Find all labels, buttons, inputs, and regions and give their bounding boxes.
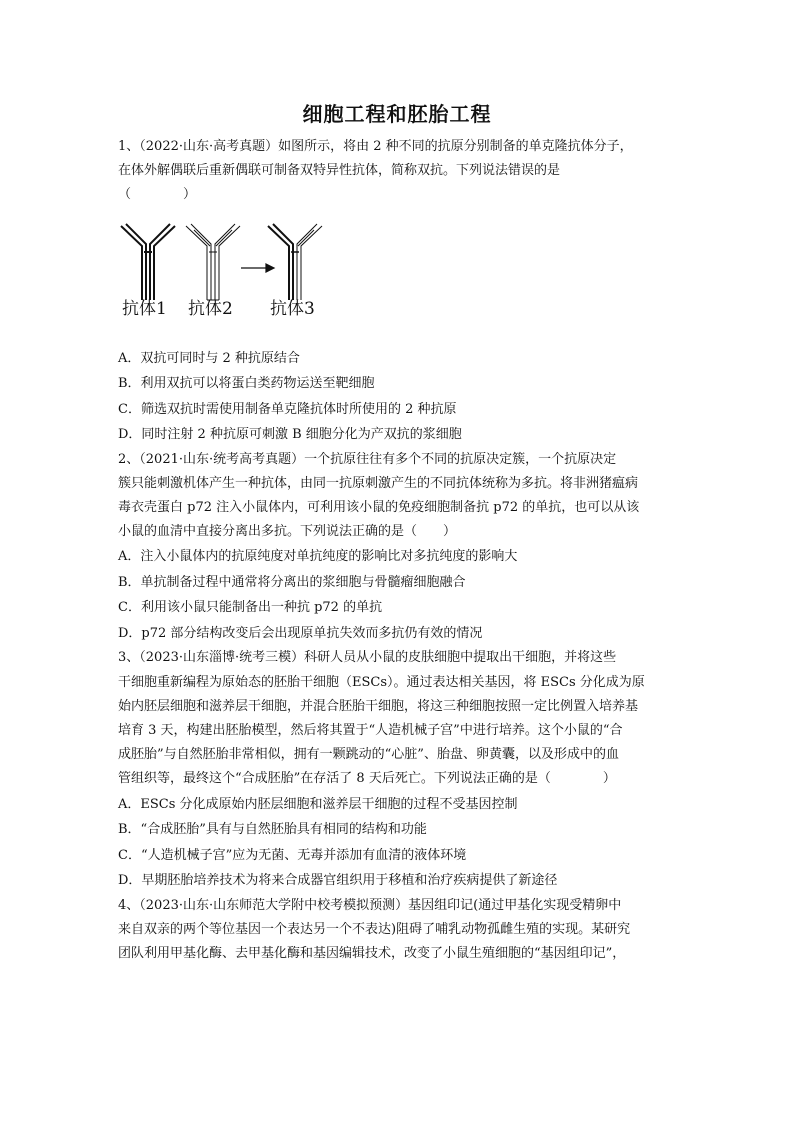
question-2-option-b: B．单抗制备过程中通常将分离出的浆细胞与骨髓瘤细胞融合: [118, 574, 466, 590]
question-2-option-c: C．利用该小鼠只能制备出一种抗 p72 的单抗: [118, 600, 383, 616]
question-3-option-b: B．“合成胚胎”具有与自然胚胎具有相同的结构和功能: [118, 822, 427, 838]
question-1-option-d: D．同时注射 2 种抗原可刺激 B 细胞分化为产双抗的浆细胞: [118, 427, 462, 443]
question-4: [118, 894, 678, 967]
question-2-option-a: A．注入小鼠体内的抗原纯度对单抗纯度的影响比对多抗纯度的影响大: [118, 549, 518, 565]
arrow-shape: [241, 264, 274, 272]
question-3-stem-line-5: 成胚胎”与自然胚胎非常相似，拥有一颗跳动的“心脏”、胎盘、卵黄囊，以及形成中的血: [118, 747, 619, 763]
question-2-stem-line-4: 小鼠的血清中直接分离出多抗。下列说法正确的是（ ）: [118, 524, 457, 540]
question-1-stem-line-2: 在体外解偶联后重新偶联可制备双特异性抗体，简称双抗。下列说法错误的是: [118, 163, 561, 179]
question-2-stem-line-3: 毒衣壳蛋白 p72 注入小鼠体内，可利用该小鼠的免疫细胞制备抗 p72 的单抗，也可以从该: [118, 500, 640, 516]
antibody-2-label: 抗体2: [188, 298, 233, 319]
question-4-stem-line-1: 4、（2023·山东·山东师范大学附中校考模拟预测）基因组印记(通过甲基化实现受精卵中: [118, 897, 622, 913]
question-2: [118, 448, 678, 647]
question-1-answer-paren: （ ）: [118, 187, 197, 203]
antibody-diagram: [118, 222, 358, 302]
document-title: 细胞工程和胚胎工程: [302, 102, 492, 126]
antibody-3-shape: [268, 224, 322, 300]
question-3-option-a: A．ESCs 分化成原始内胚层细胞和滋养层干细胞的过程不受基因控制: [118, 796, 518, 812]
question-1-option-c: C．筛选双抗时需使用制备单克隆抗体时所使用的 2 种抗原: [118, 401, 457, 417]
antibody-1-label: 抗体1: [122, 298, 167, 319]
question-4-stem-line-2: 来自双亲的两个等位基因一个表达另一个不表达)阻碍了哺乳动物孤雌生殖的实现。某研究: [118, 921, 631, 937]
question-1-stem-line-1: 1、（2022·山东·高考真题）如图所示，将由 2 种不同的抗原分别制备的单克隆抗体分子，: [118, 139, 633, 154]
antibody-1-shape: [121, 224, 175, 300]
question-3: [118, 646, 678, 893]
question-1-option-a: A．双抗可同时与 2 种抗原结合: [118, 350, 300, 366]
question-3-stem-line-4: 培育 3 天，构建出胚胎模型，然后将其置于“人造机械子宫”中进行培养。这个小鼠的“合: [118, 723, 623, 739]
question-3-stem-line-1: 3、（2023·山东淄博·统考三模）科研人员从小鼠的皮肤细胞中提取出干细胞，并将这些: [118, 650, 617, 666]
question-4-stem-line-3: 团队利用甲基化酶、去甲基化酶和基因编辑技术，改变了小鼠生殖细胞的“基因组印记”，: [118, 946, 626, 962]
question-list: [118, 135, 678, 966]
question-1: [118, 135, 678, 448]
question-3-option-c: C．“人造机械子宫”应为无菌、无毒并添加有血清的液体环境: [118, 847, 467, 863]
antibody-2-shape: [186, 224, 240, 300]
question-2-option-d: D．p72 部分结构改变后会出现原单抗失效而多抗仍有效的情况: [118, 625, 483, 641]
question-1-option-b: B．利用双抗可以将蛋白类药物运送至靶细胞: [118, 376, 375, 392]
antibody-figure: [118, 222, 678, 342]
question-3-stem-line-2: 干细胞重新编程为原始态的胚胎干细胞（ESCs）。通过表达相关基因，将 ESCs 分化成为原: [118, 674, 645, 690]
question-3-option-d: D．早期胚胎培养技术为将来合成器官组织用于移植和治疗疾病提供了新途径: [118, 873, 558, 889]
question-3-stem-line-3: 始内胚层细胞和滋养层干细胞，并混合胚胎干细胞，将这三种细胞按照一定比例置入培养基: [118, 698, 639, 714]
question-2-stem-line-2: 簇只能刺激机体产生一种抗体，由同一抗原刺激产生的不同抗体统称为多抗。将非洲猪瘟病: [118, 475, 639, 491]
question-2-stem-line-1: 2、（2021·山东·统考高考真题）一个抗原往往有多个不同的抗原决定簇，一个抗原决定: [118, 451, 617, 467]
antibody-3-label: 抗体3: [270, 298, 315, 319]
question-3-stem-line-6: 管组织等，最终这个“合成胚胎”在存活了 8 天后死亡。下列说法正确的是（ ）: [118, 771, 616, 787]
